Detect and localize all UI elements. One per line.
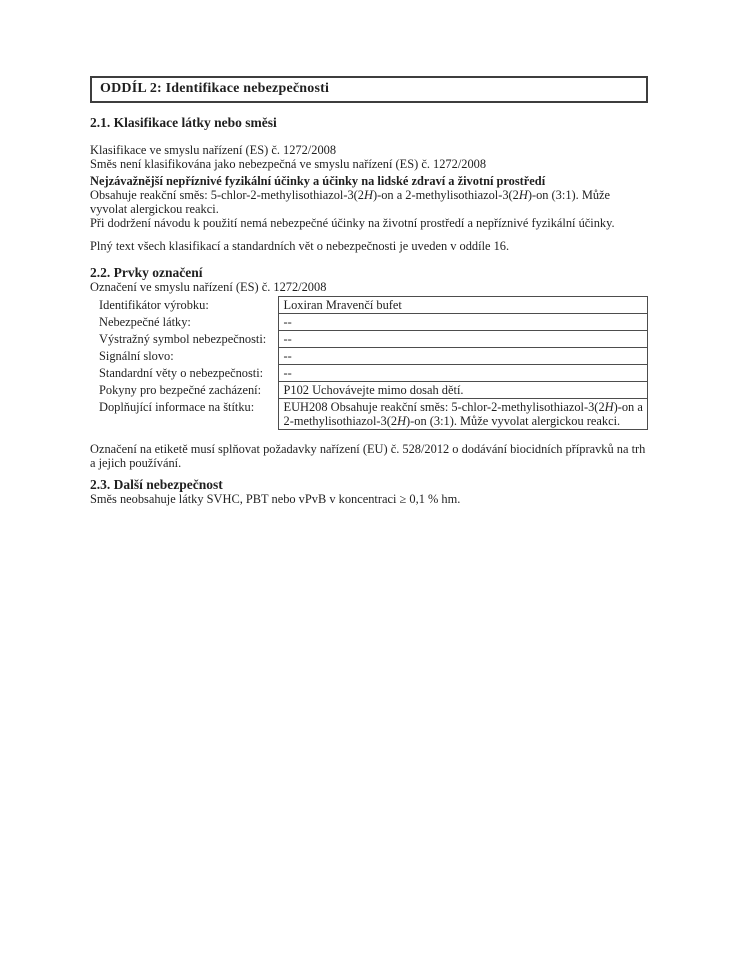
adverse-effects-block [90,174,648,230]
biocide-regulation-note: Označení na etiketě musí splňovat požadavky nařízení (EU) č. 528/2012 o dodávání biocidních přípravků na trh a jejich používání. [90,442,646,470]
table-row [90,399,648,430]
label-elements-table [90,296,648,430]
document-content [90,76,648,506]
adverse-effects-heading: Nejzávažnější nepříznivé fyzikální účinky a účinky na lidské zdraví a životní prostředí [90,174,546,188]
row-value: EUH208 Obsahuje reakční směs: 5-chlor-2-methylisothiazol-3(2H)-on a 2-methylisothiazol-3(2H)-on (3:1). Může vyvolat alergickou reakci. [278,399,648,430]
classification-paragraph [90,143,648,171]
classification-line-1: Klasifikace ve smyslu nařízení (ES) č. 1272/2008 [90,143,337,157]
compliance-paragraph: Při dodržení návodu k použití nemá nebezpečné účinky na životní prostředí a nepříznivé fyzikální účinky. [90,216,615,230]
table-row [90,331,648,348]
row-value: Loxiran Mravenčí bufet [278,297,648,314]
row-value: -- [278,365,648,382]
subsection-2-3-heading: 2.3. Další nebezpečnost [90,477,223,492]
classification-line-2: Směs není klasifikována jako nebezpečná ve smyslu nařízení (ES) č. 1272/2008 [90,157,487,171]
section-title: ODDÍL 2: Identifikace nebezpečnosti [100,81,330,96]
row-label: Identifikátor výrobku: [99,297,209,312]
contains-mixture-paragraph: Obsahuje reakční směs: 5-chlor-2-methylisothiazol-3(2H)-on a 2-methylisothiazol-3(2H)-on (3:1). Může vyvolat alergickou reakci. [90,188,611,216]
labelling-intro-line: Označení ve smyslu nařízení (ES) č. 1272/2008 [90,280,327,294]
row-value: -- [278,348,648,365]
table-row [90,348,648,365]
row-label: Pokyny pro bezpečné zacházení: [99,382,262,397]
row-value: -- [278,314,648,331]
full-text-paragraph: Plný text všech klasifikací a standardních vět o nebezpečnosti je uveden v oddíle 16. [90,239,510,253]
row-value: -- [278,331,648,348]
row-label: Signální slovo: [99,348,174,363]
subsection-2-1-heading: 2.1. Klasifikace látky nebo směsi [90,115,277,130]
table-row [90,365,648,382]
section-header-box [90,76,648,103]
row-value: P102 Uchovávejte mimo dosah dětí. [278,382,648,399]
row-label: Nebezpečné látky: [99,314,191,329]
row-label: Doplňující informace na štítku: [99,399,255,414]
other-hazards-paragraph: Směs neobsahuje látky SVHC, PBT nebo vPvB v koncentraci ≥ 0,1 % hm. [90,492,461,506]
row-label: Výstražný symbol nebezpečnosti: [99,331,267,346]
table-row [90,314,648,331]
table-row [90,382,648,399]
subsection-2-2-heading: 2.2. Prvky označení [90,265,203,280]
row-label: Standardní věty o nebezpečnosti: [99,365,264,380]
table-row [90,297,648,314]
